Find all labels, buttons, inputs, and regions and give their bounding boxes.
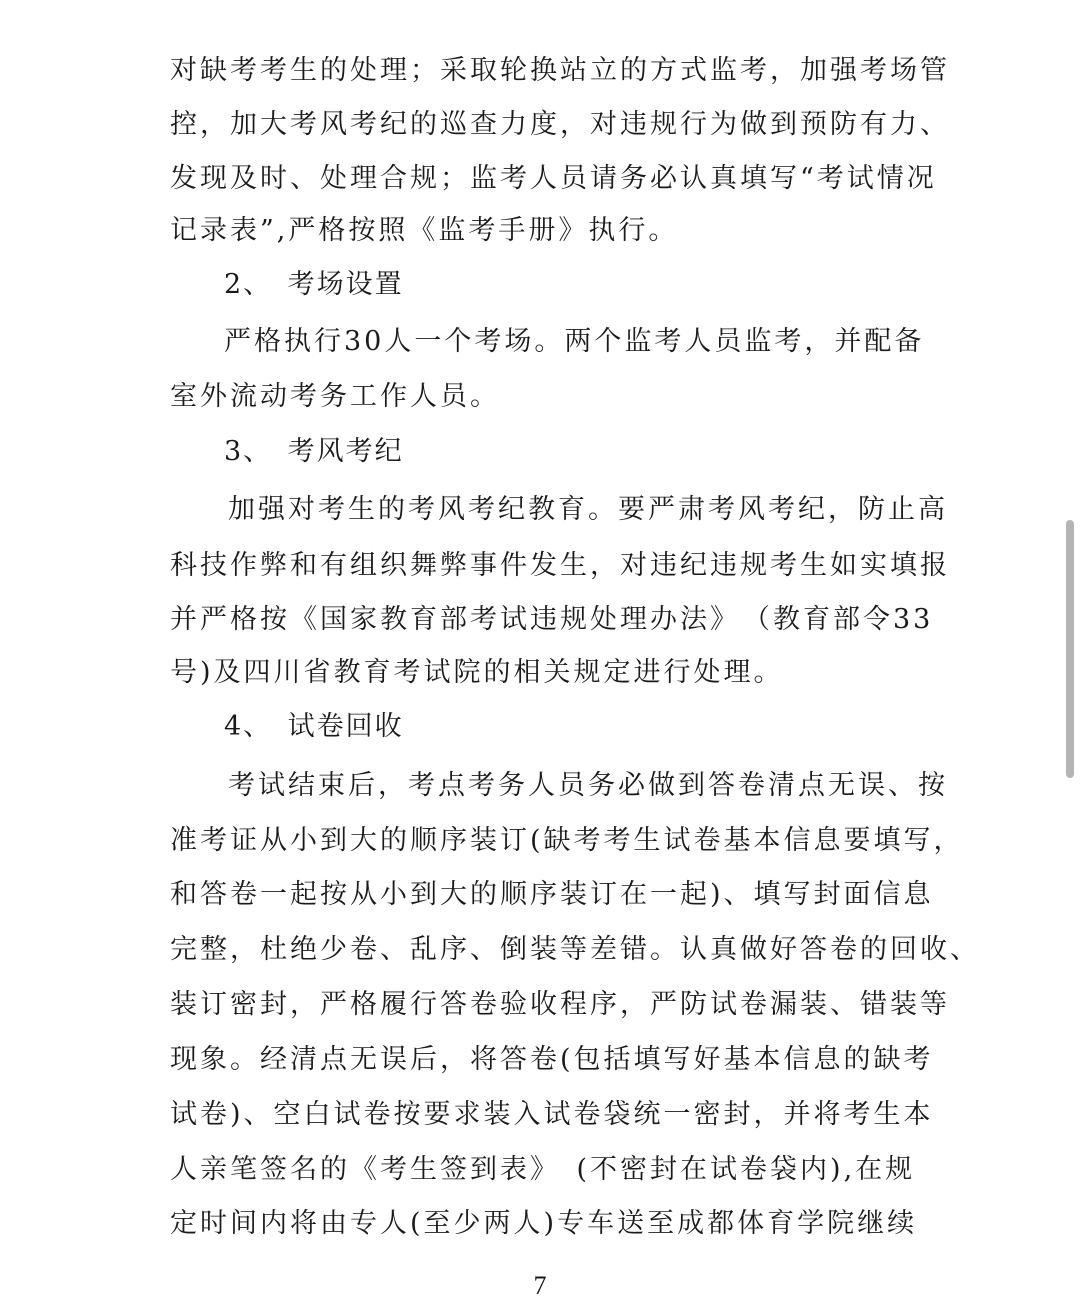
text-line: 人亲笔签名的《考生签到表》 (不密封在试卷袋内),在规 [170,1154,916,1185]
text-line: 号)及四川省教育考试院的相关规定进行处理。 [170,657,784,688]
section-heading: 4、 试卷回收 [224,711,404,742]
text-line: 严格执行30人一个考场。两个监考人员监考，并配备 [224,326,925,357]
text-line: 和答卷一起按从小到大的顺序装订在一起)、填写封面信息 [170,879,934,910]
vertical-scrollbar[interactable] [1066,520,1074,778]
text-line: 对缺考考生的处理；采取轮换站立的方式监考，加强考场管 [170,55,950,86]
text-line: 加强对考生的考风考纪教育。要严肃考风考纪，防止高 [228,494,948,525]
text-line: 科技作弊和有组织舞弊事件发生，对违纪违规考生如实填报 [170,550,950,581]
section-heading: 2、 考场设置 [224,269,404,300]
text-line: 控，加大考风考纪的巡查力度，对违规行为做到预防有力、 [170,109,950,140]
text-line: 试卷)、空白试卷按要求装入试卷袋统一密封，并将考生本 [170,1099,934,1130]
text-line: 完整，杜绝少卷、乱序、倒装等差错。认真做好答卷的回收、 [170,934,980,965]
text-line: 定时间内将由专人(至少两人)专车送至成都体育学院继续 [170,1208,918,1239]
text-line: 准考证从小到大的顺序装订(缺考考生试卷基本信息要填写， [170,825,964,856]
text-line: 发现及时、处理合规；监考人员请务必认真填写“考试情况 [170,163,937,194]
text-line: 装订密封，严格履行答卷验收程序，严防试卷漏装、错装等 [170,989,950,1020]
text-line: 考试结束后，考点考务人员务必做到答卷清点无误、按 [228,770,948,801]
text-line: 记录表”,严格按照《监考手册》执行。 [170,215,679,246]
text-line: 并严格按《国家教育部考试违规处理办法》 （教育部令33 [170,604,934,635]
section-heading: 3、 考风考纪 [224,436,404,467]
text-line: 现象。经清点无误后，将答卷(包括填写好基本信息的缺考 [170,1044,934,1075]
page-number: 7 [533,1271,547,1300]
text-line: 室外流动考务工作人员。 [170,381,500,412]
